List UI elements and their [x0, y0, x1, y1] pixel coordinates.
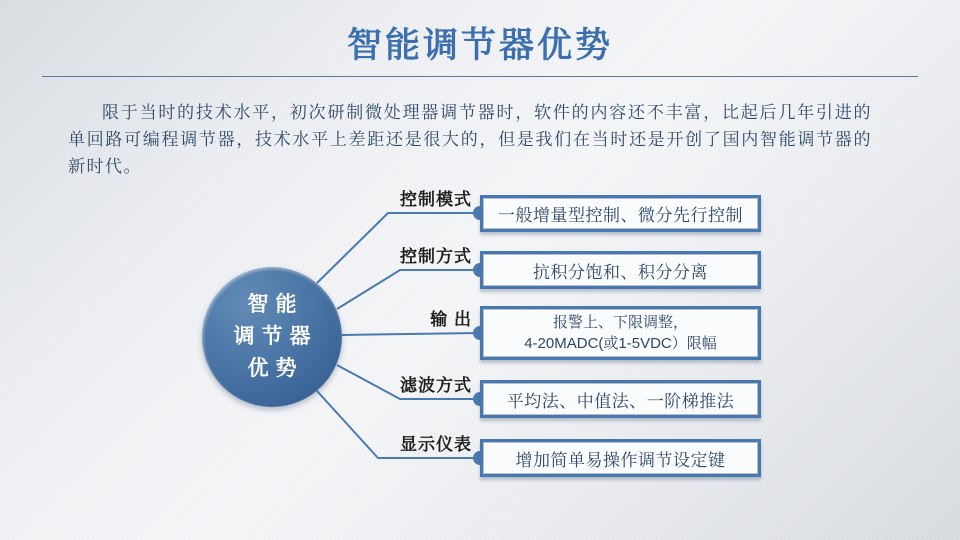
branch-box-control-method — [480, 251, 761, 289]
center-topic-line: 智能 — [247, 293, 304, 316]
branch-label-filter-method: 滤波方式 — [400, 376, 472, 395]
branch-label-output: 输 出 — [430, 310, 472, 329]
branch-box-filter-method — [480, 380, 761, 418]
branch-box-text: 平均法、中值法、一阶梯推法 — [506, 391, 735, 411]
center-topic-circle — [202, 267, 342, 407]
branch-label-display-meter: 显示仪表 — [400, 435, 472, 454]
slide-title: 智能调节器优势 — [346, 26, 613, 65]
branch-box-control-mode — [480, 195, 761, 232]
center-topic-line: 调节器 — [233, 325, 318, 348]
branch-box-text: 4-20MADC(或1-5VDC）限幅 — [524, 335, 717, 352]
branch-box-output — [480, 306, 761, 360]
branch-box-text: 一般增量型控制、微分先行控制 — [498, 206, 743, 225]
branch-box-text: 报警上、下限调整， — [552, 314, 688, 331]
branch-label-control-mode: 控制模式 — [400, 190, 472, 209]
intro-paragraph: 限于当时的技术水平，初次研制微处理器调节器时，软件的内容还不丰富，比起后几年引进的单回路可编程调节器，技术水平上差距还是很大的，但是我们在当时还是开创了国内智能调节器的新时代。 — [68, 103, 872, 176]
branch-box-text: 增加简单易操作调节设定键 — [515, 450, 726, 470]
branch-label-control-method: 控制方式 — [400, 247, 472, 266]
center-topic-line: 优势 — [247, 357, 304, 380]
branch-box-display-meter — [480, 439, 761, 477]
branch-box-text: 抗积分饱和、积分分离 — [533, 262, 708, 282]
